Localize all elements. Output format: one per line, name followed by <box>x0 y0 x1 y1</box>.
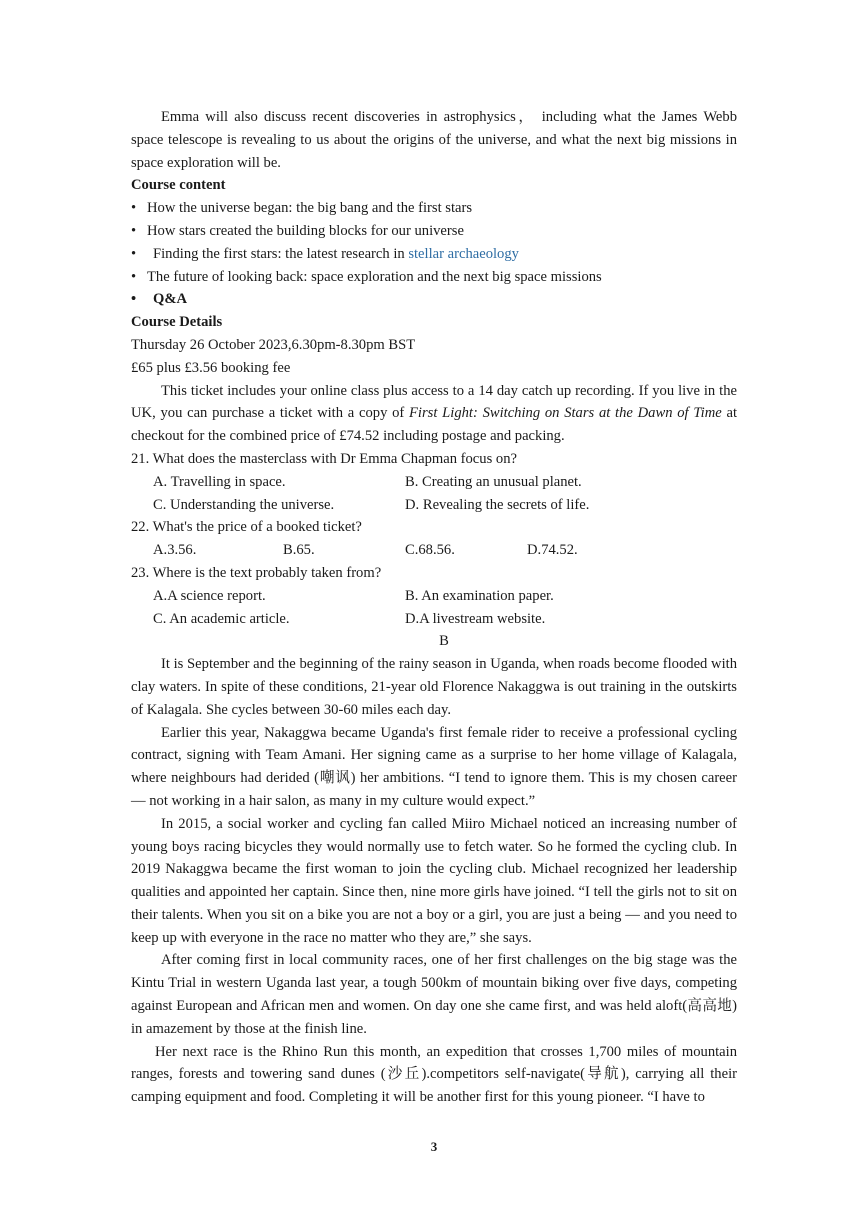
question-23-options <box>131 585 737 631</box>
passage-b-paragraph-1: It is September and the beginning of the rainy season in Uganda, when roads become flooded with clay waters. In spite of these conditions, 21-year old Florence Nakaggwa is out training in the outskirts of Kalagala. She cycles between 30-60 miles each day. <box>131 656 737 718</box>
question-22-stem: 22. What's the price of a booked ticket? <box>131 519 362 536</box>
option-21-b[interactable]: B. Creating an unusual planet. <box>405 473 582 490</box>
question-22-options <box>131 539 737 562</box>
passage-b-paragraph-3: In 2015, a social worker and cycling fan called Miiro Michael noticed an increasing number of young boys racing bicycles they would normally use to fetch water. So he formed the cycling club. In 2019 Nakaggwa became the first woman to join the cycling club. Michael recognized her leadership qualities and appointed her captain. Since then, nine more girls have joined. “I tell the girls not to sit on their talents. When you sit on a bike you are not a boy or a girl, you are just a being — and you need to keep up with everyone in the race no matter who they are,” she says. <box>131 815 737 946</box>
document-page <box>131 106 737 1109</box>
ticket-paragraph: This ticket includes your online class plus access to a 14 day catch up recording. If you live in the UK, you can purchase a ticket with a copy of First Light: Switching on Stars at the Dawn of Time at checkout for the combined price of £74.52 including postage and packing. <box>131 382 737 445</box>
course-details-heading: Course Details <box>131 314 223 331</box>
question-23-stem: 23. Where is the text probably taken from? <box>131 564 382 581</box>
option-21-d[interactable]: D. Revealing the secrets of life. <box>405 496 590 513</box>
content-item-2: • How stars created the building blocks for our universe <box>131 220 737 243</box>
section-b-label: B <box>439 633 449 650</box>
option-23-a[interactable]: A.A science report. <box>153 587 266 604</box>
passage-b-paragraph-4: After coming first in local community races, one of her first challenges on the big stage was the Kintu Trial in western Uganda last year, a tough 500km of mountain biking over five days, competing against European and African men and women. On day one she came first, and was held aloft(高高地) in amazement by those at the finish line. <box>131 952 737 1037</box>
option-22-c[interactable]: C.68.56. <box>405 542 455 559</box>
content-item-5: • Q&A <box>131 288 737 311</box>
intro-paragraph: Emma will also discuss recent discoveries in astrophysics， including what the James Webb space telescope is revealing to us about the origins of the universe, and what the next big missions in space exploration will be. <box>131 109 737 171</box>
option-22-b[interactable]: B.65. <box>283 542 315 559</box>
question-21-options <box>131 471 737 517</box>
bullet-icon: • <box>131 291 137 308</box>
course-price: £65 plus £3.56 booking fee <box>131 359 291 376</box>
option-23-c[interactable]: C. An academic article. <box>153 610 290 627</box>
question-21-stem: 21. What does the masterclass with Dr Emma Chapman focus on? <box>131 450 517 467</box>
passage-b-paragraph-5: Her next race is the Rhino Run this month, an expedition that crosses 1,700 miles of mountain ranges, forests and towering sand dunes (沙丘).competitors self-navigate(导航), carrying all their camping equipment and food. Completing it will be another first for this young pioneer. “I have to <box>131 1043 737 1106</box>
option-21-c[interactable]: C. Understanding the universe. <box>153 496 335 513</box>
stellar-archaeology-link[interactable]: stellar archaeology <box>408 245 519 262</box>
option-22-a[interactable]: A.3.56. <box>153 542 197 559</box>
content-item-3: • Finding the first stars: the latest research in stellar archaeology <box>131 243 737 266</box>
option-22-d[interactable]: D.74.52. <box>527 542 578 559</box>
option-21-a[interactable]: A. Travelling in space. <box>153 473 286 490</box>
course-content-heading: Course content <box>131 177 226 194</box>
bullet-icon: • <box>131 222 137 239</box>
page-number: 3 <box>430 1139 438 1154</box>
content-item-4: • The future of looking back: space exploration and the next big space missions <box>131 266 737 289</box>
content-item-1: • How the universe began: the big bang and the first stars <box>131 197 737 220</box>
book-title: First Light: Switching on Stars at the Dawn of Time <box>409 405 722 422</box>
course-date: Thursday 26 October 2023,6.30pm-8.30pm BST <box>131 336 416 353</box>
bullet-icon: • <box>131 200 137 217</box>
option-23-b[interactable]: B. An examination paper. <box>405 587 554 604</box>
option-23-d[interactable]: D.A livestream website. <box>405 610 546 627</box>
bullet-icon: • <box>131 245 137 262</box>
bullet-icon: • <box>131 268 137 285</box>
passage-b-paragraph-2: Earlier this year, Nakaggwa became Uganda's first female rider to receive a professional cycling contract, signing with Team Amani. Her signing came as a surprise to her home village of Kalagala, where neighbours had derided (嘲讽) her ambitions. “I tend to ignore them. This is my chosen career — not working in a hair salon, as many in my culture would expect.” <box>131 724 737 809</box>
